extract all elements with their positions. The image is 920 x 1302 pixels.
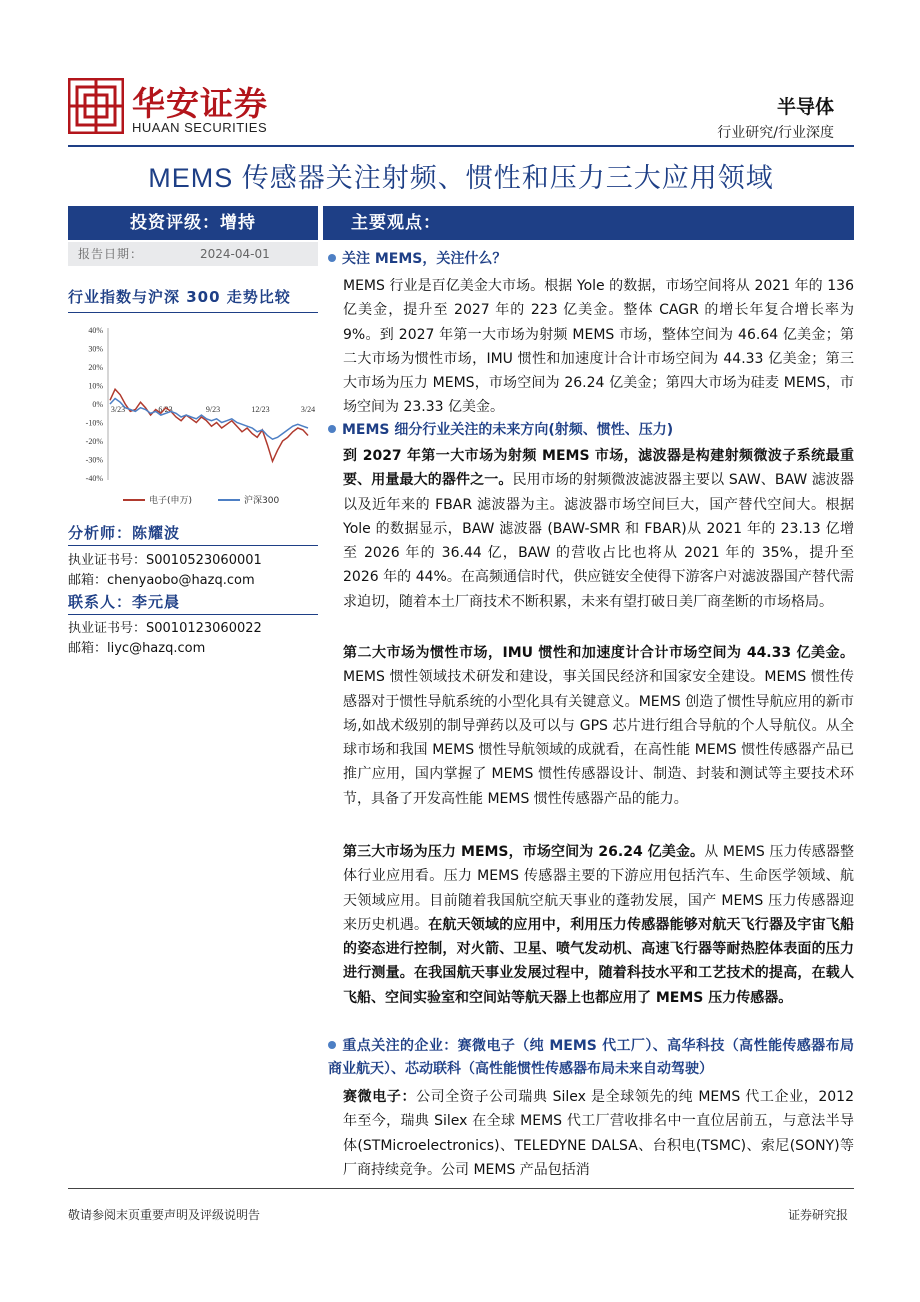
y-tick-label: -40% bbox=[85, 474, 103, 483]
report-type: 行业研究/行业深度 bbox=[717, 125, 834, 141]
x-tick-label: 6/23 bbox=[158, 405, 173, 414]
series-line-electronics bbox=[110, 389, 308, 461]
x-tick-label: 3/23 bbox=[110, 405, 126, 414]
bullet-key-companies bbox=[328, 1035, 854, 1081]
x-tick-label: 12/23 bbox=[251, 405, 270, 414]
report-date-value: 2024-04-01 bbox=[200, 247, 270, 261]
y-tick-label: 10% bbox=[88, 381, 103, 391]
y-tick-label: -20% bbox=[85, 437, 103, 446]
header-divider bbox=[68, 145, 854, 147]
paragraph-rf-mems bbox=[343, 444, 854, 614]
paragraph-sai-micro bbox=[343, 1085, 854, 1182]
rf-mems-body: 民用市场的射频微波滤波器主要以 SAW、BAW 滤波器以及近年来的 FBAR 滤波器为主。滤波器市场空间巨大，国产替代空间大。根据 Yole 的数据显示，BAW 滤波器 (BAW-SMR 和 FBAR)从 2021 年的 23.13 亿增至 2026 年的 36.44 亿，BAW 的营收占比也将从 2021 年的 35%，提升至 2026 年的 44%。在高频通信时代，供应链安全使得下游客户对滤波器国产替代需求迫切，随着本土厂商技术不断积累，未来有望打破日美厂商垄断的市场格局。 bbox=[343, 472, 854, 610]
report-date-row bbox=[68, 242, 318, 266]
logo-mark-icon bbox=[68, 78, 124, 134]
contact-header: 联系人：李元晨 bbox=[68, 593, 181, 611]
inertial-mems-lead: 第二大市场为惯性市场，IMU 惯性和加速度计合计市场空间为 44.33 亿美金。 bbox=[343, 645, 854, 661]
y-tick-label: -30% bbox=[85, 455, 103, 465]
bullet-text: 关注 MEMS，关注什么？ bbox=[342, 251, 507, 267]
chart-title: 行业指数与沪深 300 走势比较 bbox=[68, 288, 291, 306]
legend-label: 沪深300 bbox=[244, 496, 280, 506]
y-tick-label: 20% bbox=[88, 363, 103, 372]
pressure-mems-aerospace: 在航天领域的应用中，利用压力传感器能够对航天飞行器及宇宙飞船的姿态进行控制，对火箭、卫星、喷气发动机、高速飞行器等耐热腔体表面的压力进行测量。在我国航天事业发展过程中，随着科技水平和工艺技术的提高，在载人飞船、空间实验室和空间站等航天器上也都应用了 MEMS 压力传感器。 bbox=[343, 916, 855, 1006]
bullet-dot-icon bbox=[328, 254, 336, 262]
pressure-mems-lead: 第三大市场为压力 MEMS，市场空间为 26.24 亿美金。 bbox=[343, 844, 705, 860]
contact-divider bbox=[68, 614, 318, 615]
paragraph-inertial-mems bbox=[343, 641, 854, 811]
analyst-cert-number: 执业证书号：S0010523060001 bbox=[68, 553, 262, 568]
y-tick-label: -10% bbox=[85, 418, 103, 428]
y-tick-label: 0% bbox=[92, 400, 103, 409]
footer-report-label: 证券研究报 bbox=[787, 1208, 848, 1222]
analyst-divider bbox=[68, 545, 318, 546]
sai-micro-lead: 赛微电子： bbox=[343, 1089, 417, 1105]
paragraph-pressure-mems bbox=[343, 840, 854, 1010]
report-date-label: 报告日期： bbox=[78, 247, 144, 261]
main-points-banner bbox=[323, 206, 854, 240]
sector-label: 半导体 bbox=[776, 96, 834, 118]
main-points-label: 主要观点： bbox=[351, 213, 441, 233]
chart-canvas bbox=[68, 318, 318, 518]
bullet-dot-icon bbox=[328, 425, 336, 433]
bullet-text: MEMS 细分行业关注的未来方向(射频、惯性、压力) bbox=[342, 422, 674, 438]
footer-disclaimer: 敬请参阅末页重要声明及评级说明告 bbox=[68, 1208, 261, 1222]
rating-banner: 投资评级：增持 bbox=[68, 206, 318, 240]
y-tick-label: 30% bbox=[88, 344, 103, 354]
paragraph-market-size: MEMS 行业是百亿美金大市场。根据 Yole 的数据，市场空间将从 2021 年的 136 亿美金，提升至 2027 年的 223 亿美金。整体 CAGR 的增长年复合增长率为 9%。到 2027 年第一大市场为射频 MEMS 市场，整体空间为 46.64 亿美金；第二大市场为惯性市场，IMU 惯性和加速度计合计市场空间为 44.33 亿美金；第三大市场为压力 MEMS，市场空间为 26.24 亿美金；第四大市场为硅麦 MEMS，市场空间为 23.33 亿美金。 bbox=[343, 278, 854, 416]
pressure-mems-body: 从 MEMS 压力传感器整体行业应用看。压力 MEMS 传感器主要的下游应用包括汽车、生命医学领域、航天领域应用。目前随着我国航空航天事业的蓬勃发展，国产 MEMS 压力传感器迎来历史机遇。 bbox=[343, 844, 854, 933]
x-tick-label: 3/24 bbox=[300, 405, 316, 414]
bullet-focus-mems bbox=[328, 248, 506, 270]
page-title: MEMS 传感器关注射频、惯性和压力三大应用领域 bbox=[148, 163, 774, 193]
contact-email: 邮箱：liyc@hazq.com bbox=[68, 641, 206, 656]
chart-title-divider bbox=[68, 312, 318, 313]
index-comparison-chart bbox=[68, 318, 318, 518]
contact-cert-number: 执业证书号：S0010123060022 bbox=[68, 621, 262, 636]
company-logo bbox=[68, 78, 288, 138]
legend-label: 电子(申万) bbox=[149, 496, 193, 506]
bullet-future-directions bbox=[328, 419, 673, 441]
rf-mems-lead: 到 2027 年第一大市场为射频 MEMS 市场，滤波器是构建射频微波子系统最重要、用量最大的器件之一。 bbox=[343, 448, 854, 489]
bullet-dot-icon bbox=[328, 1041, 336, 1049]
analyst-email: 邮箱：chenyaobo@hazq.com bbox=[68, 573, 255, 588]
y-tick-label: 40% bbox=[88, 326, 103, 335]
logo-chinese-name: 华安证券 bbox=[132, 84, 268, 123]
logo-english-name: HUAAN SECURITIES bbox=[132, 120, 268, 135]
analyst-header: 分析师：陈耀波 bbox=[68, 524, 181, 542]
inertial-mems-body: MEMS 惯性领域技术研发和建设，事关国民经济和国家安全建设。MEMS 惯性传感器对于惯性导航系统的小型化具有关键意义。MEMS 创造了惯性导航应用的新市场,如战术级别的制导弹药以及可以与 GPS 芯片进行组合导航的个人导航仪。从全球市场和我国 MEMS 惯性导航领域的成就看，在高性能 MEMS 惯性传感器产品已推广应用，国内掌握了 MEMS 惯性传感器设计、制造、封装和测试等主要技术环节，具备了开发高性能 MEMS 惯性传感器产品的能力。 bbox=[343, 669, 854, 807]
bullet-text: 重点关注的企业：赛微电子（纯 MEMS 代工厂）、高华科技（高性能传感器布局商业航天）、芯动联科（高性能惯性传感器布局未来自动驾驶） bbox=[328, 1038, 854, 1077]
x-tick-label: 9/23 bbox=[205, 405, 221, 414]
sai-micro-body: 公司全资子公司瑞典 Silex 是全球领先的纯 MEMS 代工企业，2012 年至今，瑞典 Silex 在全球 MEMS 代工厂营收排名中一直位居前五，与意法半导体(STMicroelectronics)、TELEDYNE DALSA、台积电(TSMC)、索尼(SONY)等厂商持续竞争。公司 MEMS 产品包括消 bbox=[343, 1089, 854, 1178]
footer-divider bbox=[68, 1188, 854, 1189]
